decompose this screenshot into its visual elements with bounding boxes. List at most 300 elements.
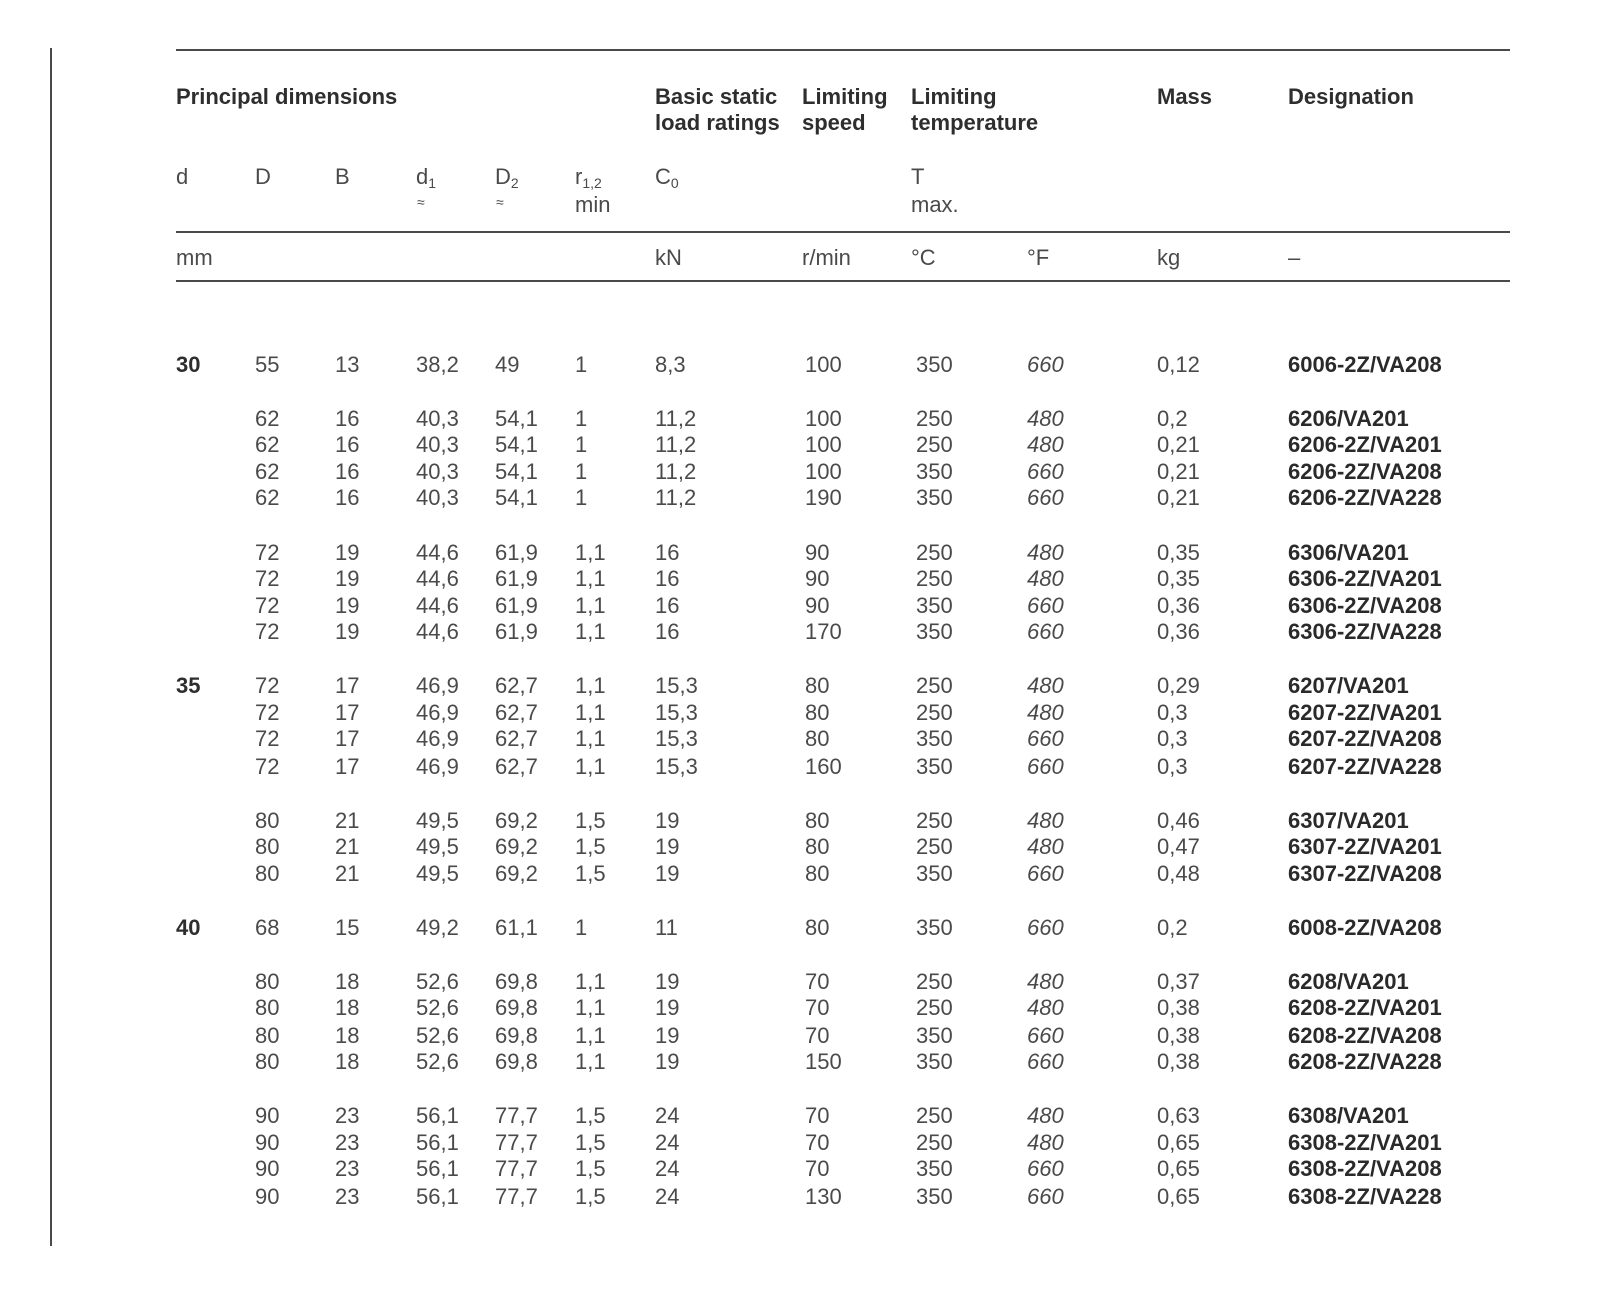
cell-D2: 69,8 — [495, 969, 538, 994]
cell-speed: 80 — [805, 915, 830, 940]
cell-speed: 80 — [805, 726, 830, 751]
cell-designation: 6206-2Z/VA208 — [1288, 459, 1442, 484]
cell-designation: 6308-2Z/VA228 — [1288, 1184, 1442, 1209]
cell-D: 72 — [255, 566, 280, 591]
cell-C0: 19 — [655, 834, 680, 859]
cell-tC: 350 — [916, 1023, 953, 1048]
cell-B: 17 — [335, 673, 360, 698]
cell-D2: 54,1 — [495, 485, 538, 510]
cell-d1: 46,9 — [416, 754, 459, 779]
cell-C0: 19 — [655, 861, 680, 886]
cell-tF: 480 — [1027, 700, 1064, 725]
cell-designation: 6306/VA201 — [1288, 540, 1409, 565]
cell-speed: 80 — [805, 808, 830, 833]
cell-mass: 0,38 — [1157, 1023, 1200, 1048]
cell-D: 62 — [255, 432, 280, 457]
cell-r: 1,1 — [575, 566, 606, 591]
cell-designation: 6307-2Z/VA208 — [1288, 861, 1442, 886]
cell-tC: 350 — [916, 754, 953, 779]
cell-speed: 70 — [805, 1103, 830, 1128]
cell-D2: 49 — [495, 352, 520, 377]
cell-B: 23 — [335, 1130, 360, 1155]
cell-speed: 150 — [805, 1049, 842, 1074]
cell-r: 1,5 — [575, 808, 606, 833]
cell-tC: 250 — [916, 432, 953, 457]
cell-speed: 70 — [805, 995, 830, 1020]
unit-kN: kN — [655, 245, 682, 270]
cell-C0: 11,2 — [655, 459, 697, 484]
cell-d: 40 — [176, 915, 201, 940]
symbol-d1-subscript: 1 — [428, 175, 437, 191]
cell-tF: 660 — [1027, 459, 1064, 484]
cell-mass: 0,48 — [1157, 861, 1200, 886]
cell-D2: 54,1 — [495, 432, 538, 457]
symbol-C0 — [655, 164, 679, 196]
cell-tF: 660 — [1027, 1049, 1064, 1074]
cell-D2: 62,7 — [495, 700, 538, 725]
cell-designation: 6006-2Z/VA208 — [1288, 352, 1442, 377]
cell-r: 1 — [575, 459, 588, 484]
cell-designation: 6206/VA201 — [1288, 406, 1409, 431]
cell-d1: 49,5 — [416, 808, 459, 833]
cell-designation: 6206-2Z/VA228 — [1288, 485, 1442, 510]
cell-speed: 80 — [805, 673, 830, 698]
cell-designation: 6208/VA201 — [1288, 969, 1409, 994]
cell-d1: 56,1 — [416, 1103, 459, 1128]
cell-r: 1,1 — [575, 540, 606, 565]
cell-designation: 6308-2Z/VA201 — [1288, 1130, 1442, 1155]
cell-speed: 170 — [805, 619, 842, 644]
header-basic-static-line1: Basic static — [655, 84, 778, 109]
cell-tF: 480 — [1027, 566, 1064, 591]
cell-D: 72 — [255, 540, 280, 565]
cell-C0: 15,3 — [655, 726, 698, 751]
cell-speed: 100 — [805, 406, 842, 431]
cell-speed: 90 — [805, 540, 830, 565]
cell-C0: 19 — [655, 1049, 680, 1074]
symbol-D: D — [255, 164, 271, 189]
cell-D: 68 — [255, 915, 280, 940]
cell-D2: 77,7 — [495, 1156, 538, 1181]
cell-D2: 69,2 — [495, 834, 538, 859]
cell-r: 1,1 — [575, 700, 606, 725]
cell-tC: 250 — [916, 566, 953, 591]
symbol-D2-subscript: 2 — [510, 175, 519, 191]
header-principal-dimensions: Principal dimensions — [176, 84, 398, 109]
cell-D2: 77,7 — [495, 1130, 538, 1155]
cell-D: 62 — [255, 406, 280, 431]
cell-d1: 49,5 — [416, 861, 459, 886]
cell-tC: 350 — [916, 915, 953, 940]
cell-speed: 70 — [805, 1156, 830, 1181]
cell-B: 16 — [335, 485, 360, 510]
cell-d1: 44,6 — [416, 566, 459, 591]
cell-designation: 6207-2Z/VA201 — [1288, 700, 1442, 725]
header-limiting-speed-line1: Limiting — [802, 84, 888, 109]
cell-d: 35 — [176, 673, 201, 698]
cell-speed: 70 — [805, 969, 830, 994]
header-mass: Mass — [1157, 84, 1213, 109]
cell-D2: 62,7 — [495, 673, 538, 698]
cell-D: 62 — [255, 459, 280, 484]
cell-r: 1,5 — [575, 861, 606, 886]
cell-D: 72 — [255, 619, 280, 644]
cell-B: 21 — [335, 834, 360, 859]
symbol-T: T — [911, 164, 925, 189]
cell-mass: 0,2 — [1157, 406, 1188, 431]
cell-d1: 52,6 — [416, 1023, 459, 1048]
cell-tC: 350 — [916, 593, 953, 618]
cell-D: 80 — [255, 1023, 280, 1048]
unit-dash: – — [1288, 245, 1301, 270]
cell-D: 55 — [255, 352, 280, 377]
cell-d1: 56,1 — [416, 1130, 459, 1155]
cell-tC: 350 — [916, 726, 953, 751]
cell-d1: 46,9 — [416, 700, 459, 725]
cell-B: 17 — [335, 754, 360, 779]
cell-tF: 660 — [1027, 861, 1064, 886]
cell-D: 80 — [255, 995, 280, 1020]
cell-r: 1,5 — [575, 1130, 606, 1155]
cell-D: 72 — [255, 726, 280, 751]
cell-speed: 90 — [805, 566, 830, 591]
cell-speed: 130 — [805, 1184, 842, 1209]
cell-D2: 61,1 — [495, 915, 538, 940]
cell-r: 1 — [575, 432, 588, 457]
cell-D2: 62,7 — [495, 754, 538, 779]
cell-tF: 660 — [1027, 593, 1064, 618]
cell-C0: 11,2 — [655, 406, 697, 431]
cell-tC: 250 — [916, 700, 953, 725]
cell-mass: 0,63 — [1157, 1103, 1200, 1128]
cell-tC: 350 — [916, 619, 953, 644]
table-top-rule — [176, 49, 1510, 51]
cell-designation: 6208-2Z/VA228 — [1288, 1049, 1442, 1074]
cell-D2: 62,7 — [495, 726, 538, 751]
cell-tF: 660 — [1027, 754, 1064, 779]
cell-tC: 250 — [916, 995, 953, 1020]
cell-mass: 0,3 — [1157, 754, 1188, 779]
cell-r: 1,1 — [575, 593, 606, 618]
cell-tF: 660 — [1027, 352, 1064, 377]
cell-d1: 52,6 — [416, 1049, 459, 1074]
cell-D2: 54,1 — [495, 406, 538, 431]
cell-tC: 250 — [916, 673, 953, 698]
cell-tF: 480 — [1027, 540, 1064, 565]
cell-C0: 24 — [655, 1156, 680, 1181]
cell-D: 90 — [255, 1130, 280, 1155]
symbol-d1-base: d — [416, 164, 429, 189]
cell-speed: 100 — [805, 459, 842, 484]
cell-r: 1,1 — [575, 673, 606, 698]
header-limiting-temperature-line2: temperature — [911, 110, 1039, 135]
cell-mass: 0,21 — [1157, 485, 1200, 510]
cell-C0: 11,2 — [655, 432, 697, 457]
cell-B: 19 — [335, 593, 360, 618]
cell-D2: 77,7 — [495, 1184, 538, 1209]
cell-r: 1,1 — [575, 969, 606, 994]
symbol-C0-subscript: 0 — [670, 175, 679, 191]
cell-mass: 0,21 — [1157, 432, 1200, 457]
unit-kg: kg — [1157, 245, 1181, 270]
header-units-rule — [176, 231, 1510, 233]
cell-D2: 69,8 — [495, 1049, 538, 1074]
header-basic-static-line2: load ratings — [655, 110, 780, 135]
cell-C0: 19 — [655, 1023, 680, 1048]
cell-C0: 19 — [655, 995, 680, 1020]
cell-C0: 24 — [655, 1103, 680, 1128]
symbol-C0-base: C — [655, 164, 671, 189]
cell-speed: 80 — [805, 861, 830, 886]
cell-tF: 660 — [1027, 619, 1064, 644]
cell-d1: 40,3 — [416, 459, 459, 484]
cell-B: 18 — [335, 1049, 360, 1074]
cell-B: 23 — [335, 1184, 360, 1209]
cell-B: 18 — [335, 1023, 360, 1048]
cell-mass: 0,65 — [1157, 1156, 1200, 1181]
cell-r: 1,1 — [575, 619, 606, 644]
cell-designation: 6308/VA201 — [1288, 1103, 1409, 1128]
cell-speed: 90 — [805, 593, 830, 618]
cell-r: 1,5 — [575, 1184, 606, 1209]
cell-tC: 350 — [916, 861, 953, 886]
cell-r: 1 — [575, 352, 588, 377]
cell-tF: 480 — [1027, 673, 1064, 698]
cell-tF: 480 — [1027, 808, 1064, 833]
cell-r: 1,5 — [575, 834, 606, 859]
cell-designation: 6008-2Z/VA208 — [1288, 915, 1442, 940]
cell-tF: 480 — [1027, 406, 1064, 431]
cell-D: 80 — [255, 969, 280, 994]
cell-D: 90 — [255, 1184, 280, 1209]
cell-D2: 69,2 — [495, 861, 538, 886]
cell-B: 16 — [335, 459, 360, 484]
cell-D2: 61,9 — [495, 593, 538, 618]
cell-C0: 8,3 — [655, 352, 686, 377]
cell-tC: 350 — [916, 1156, 953, 1181]
symbol-d1-approx: ≈ — [417, 194, 425, 210]
cell-tF: 660 — [1027, 726, 1064, 751]
cell-tF: 660 — [1027, 1156, 1064, 1181]
cell-B: 21 — [335, 861, 360, 886]
symbol-D2-base: D — [495, 164, 511, 189]
cell-mass: 0,3 — [1157, 700, 1188, 725]
cell-tC: 350 — [916, 459, 953, 484]
cell-B: 15 — [335, 915, 360, 940]
cell-D2: 69,2 — [495, 808, 538, 833]
cell-D2: 61,9 — [495, 566, 538, 591]
cell-D: 72 — [255, 754, 280, 779]
cell-d1: 38,2 — [416, 352, 459, 377]
cell-r: 1,1 — [575, 995, 606, 1020]
cell-D: 80 — [255, 808, 280, 833]
symbol-D2-approx: ≈ — [496, 194, 504, 210]
cell-designation: 6307/VA201 — [1288, 808, 1409, 833]
symbol-d: d — [176, 164, 189, 189]
cell-r: 1,1 — [575, 726, 606, 751]
cell-r: 1 — [575, 915, 588, 940]
cell-C0: 15,3 — [655, 673, 698, 698]
cell-designation: 6307-2Z/VA201 — [1288, 834, 1442, 859]
cell-d1: 40,3 — [416, 432, 459, 457]
cell-D: 80 — [255, 834, 280, 859]
cell-C0: 16 — [655, 566, 680, 591]
cell-d1: 56,1 — [416, 1156, 459, 1181]
cell-mass: 0,29 — [1157, 673, 1200, 698]
cell-C0: 16 — [655, 619, 680, 644]
cell-mass: 0,38 — [1157, 1049, 1200, 1074]
cell-speed: 70 — [805, 1023, 830, 1048]
cell-r: 1,1 — [575, 754, 606, 779]
cell-D: 90 — [255, 1103, 280, 1128]
cell-d1: 56,1 — [416, 1184, 459, 1209]
cell-designation: 6306-2Z/VA228 — [1288, 619, 1442, 644]
cell-tF: 480 — [1027, 995, 1064, 1020]
cell-B: 16 — [335, 406, 360, 431]
cell-d1: 40,3 — [416, 406, 459, 431]
cell-tC: 250 — [916, 834, 953, 859]
cell-speed: 100 — [805, 352, 842, 377]
cell-d: 30 — [176, 352, 201, 377]
cell-designation: 6207-2Z/VA208 — [1288, 726, 1442, 751]
cell-r: 1,1 — [575, 1023, 606, 1048]
symbol-r12-min: min — [575, 192, 611, 217]
cell-mass: 0,35 — [1157, 540, 1200, 565]
cell-B: 23 — [335, 1103, 360, 1128]
cell-C0: 19 — [655, 969, 680, 994]
cell-d1: 52,6 — [416, 995, 459, 1020]
left-margin-rule — [50, 48, 52, 1246]
cell-mass: 0,38 — [1157, 995, 1200, 1020]
cell-C0: 16 — [655, 540, 680, 565]
cell-C0: 16 — [655, 593, 680, 618]
cell-d1: 44,6 — [416, 540, 459, 565]
cell-D2: 69,8 — [495, 1023, 538, 1048]
cell-r: 1,5 — [575, 1156, 606, 1181]
header-limiting-speed-line2: speed — [802, 110, 866, 135]
cell-designation: 6207/VA201 — [1288, 673, 1409, 698]
unit-fahrenheit: °F — [1027, 245, 1050, 270]
cell-tC: 350 — [916, 1184, 953, 1209]
cell-B: 19 — [335, 540, 360, 565]
cell-tF: 480 — [1027, 1130, 1064, 1155]
cell-B: 17 — [335, 700, 360, 725]
cell-mass: 0,36 — [1157, 593, 1200, 618]
cell-B: 13 — [335, 352, 360, 377]
cell-d1: 52,6 — [416, 969, 459, 994]
cell-r: 1,1 — [575, 1049, 606, 1074]
cell-tC: 350 — [916, 352, 953, 377]
cell-B: 23 — [335, 1156, 360, 1181]
cell-speed: 160 — [805, 754, 842, 779]
header-designation: Designation — [1288, 84, 1414, 109]
unit-mm: mm — [176, 245, 213, 270]
cell-tC: 350 — [916, 485, 953, 510]
cell-speed: 80 — [805, 834, 830, 859]
cell-D: 62 — [255, 485, 280, 510]
symbol-T-max: max. — [911, 192, 959, 217]
cell-tC: 250 — [916, 1130, 953, 1155]
cell-C0: 15,3 — [655, 700, 698, 725]
cell-tC: 250 — [916, 969, 953, 994]
cell-d1: 40,3 — [416, 485, 459, 510]
cell-d1: 46,9 — [416, 673, 459, 698]
cell-B: 18 — [335, 995, 360, 1020]
cell-mass: 0,2 — [1157, 915, 1188, 940]
cell-d1: 44,6 — [416, 619, 459, 644]
cell-designation: 6206-2Z/VA201 — [1288, 432, 1442, 457]
unit-rpm: r/min — [802, 245, 851, 270]
symbol-d1 — [416, 164, 436, 196]
cell-r: 1 — [575, 406, 588, 431]
cell-C0: 15,3 — [655, 754, 698, 779]
cell-tF: 660 — [1027, 915, 1064, 940]
cell-mass: 0,47 — [1157, 834, 1200, 859]
cell-B: 18 — [335, 969, 360, 994]
cell-d1: 49,5 — [416, 834, 459, 859]
cell-tC: 250 — [916, 406, 953, 431]
cell-D: 80 — [255, 861, 280, 886]
cell-tC: 250 — [916, 1103, 953, 1128]
cell-D2: 69,8 — [495, 995, 538, 1020]
cell-designation: 6208-2Z/VA201 — [1288, 995, 1442, 1020]
symbol-B: B — [335, 164, 350, 189]
cell-tF: 660 — [1027, 485, 1064, 510]
cell-mass: 0,12 — [1157, 352, 1200, 377]
cell-D2: 61,9 — [495, 540, 538, 565]
cell-B: 17 — [335, 726, 360, 751]
cell-designation: 6306-2Z/VA208 — [1288, 593, 1442, 618]
cell-speed: 80 — [805, 700, 830, 725]
cell-mass: 0,21 — [1157, 459, 1200, 484]
cell-r: 1,5 — [575, 1103, 606, 1128]
cell-C0: 24 — [655, 1130, 680, 1155]
cell-tF: 480 — [1027, 969, 1064, 994]
header-bottom-rule — [176, 280, 1510, 282]
cell-mass: 0,37 — [1157, 969, 1200, 994]
cell-designation: 6208-2Z/VA208 — [1288, 1023, 1442, 1048]
cell-C0: 11 — [655, 915, 678, 940]
cell-tF: 660 — [1027, 1184, 1064, 1209]
cell-D: 72 — [255, 700, 280, 725]
cell-D2: 54,1 — [495, 459, 538, 484]
cell-B: 21 — [335, 808, 360, 833]
cell-d1: 46,9 — [416, 726, 459, 751]
cell-tF: 480 — [1027, 834, 1064, 859]
cell-mass: 0,36 — [1157, 619, 1200, 644]
cell-d1: 44,6 — [416, 593, 459, 618]
cell-designation: 6308-2Z/VA208 — [1288, 1156, 1442, 1181]
cell-speed: 100 — [805, 432, 842, 457]
cell-C0: 11,2 — [655, 485, 697, 510]
cell-tF: 480 — [1027, 432, 1064, 457]
cell-tC: 250 — [916, 808, 953, 833]
cell-speed: 190 — [805, 485, 842, 510]
cell-mass: 0,3 — [1157, 726, 1188, 751]
cell-speed: 70 — [805, 1130, 830, 1155]
cell-mass: 0,65 — [1157, 1130, 1200, 1155]
cell-r: 1 — [575, 485, 588, 510]
cell-B: 19 — [335, 619, 360, 644]
cell-D: 80 — [255, 1049, 280, 1074]
cell-D2: 77,7 — [495, 1103, 538, 1128]
cell-C0: 24 — [655, 1184, 680, 1209]
symbol-r-subscript: 1,2 — [582, 175, 602, 191]
cell-D: 72 — [255, 593, 280, 618]
cell-D2: 61,9 — [495, 619, 538, 644]
cell-D: 72 — [255, 673, 280, 698]
cell-designation: 6207-2Z/VA228 — [1288, 754, 1442, 779]
